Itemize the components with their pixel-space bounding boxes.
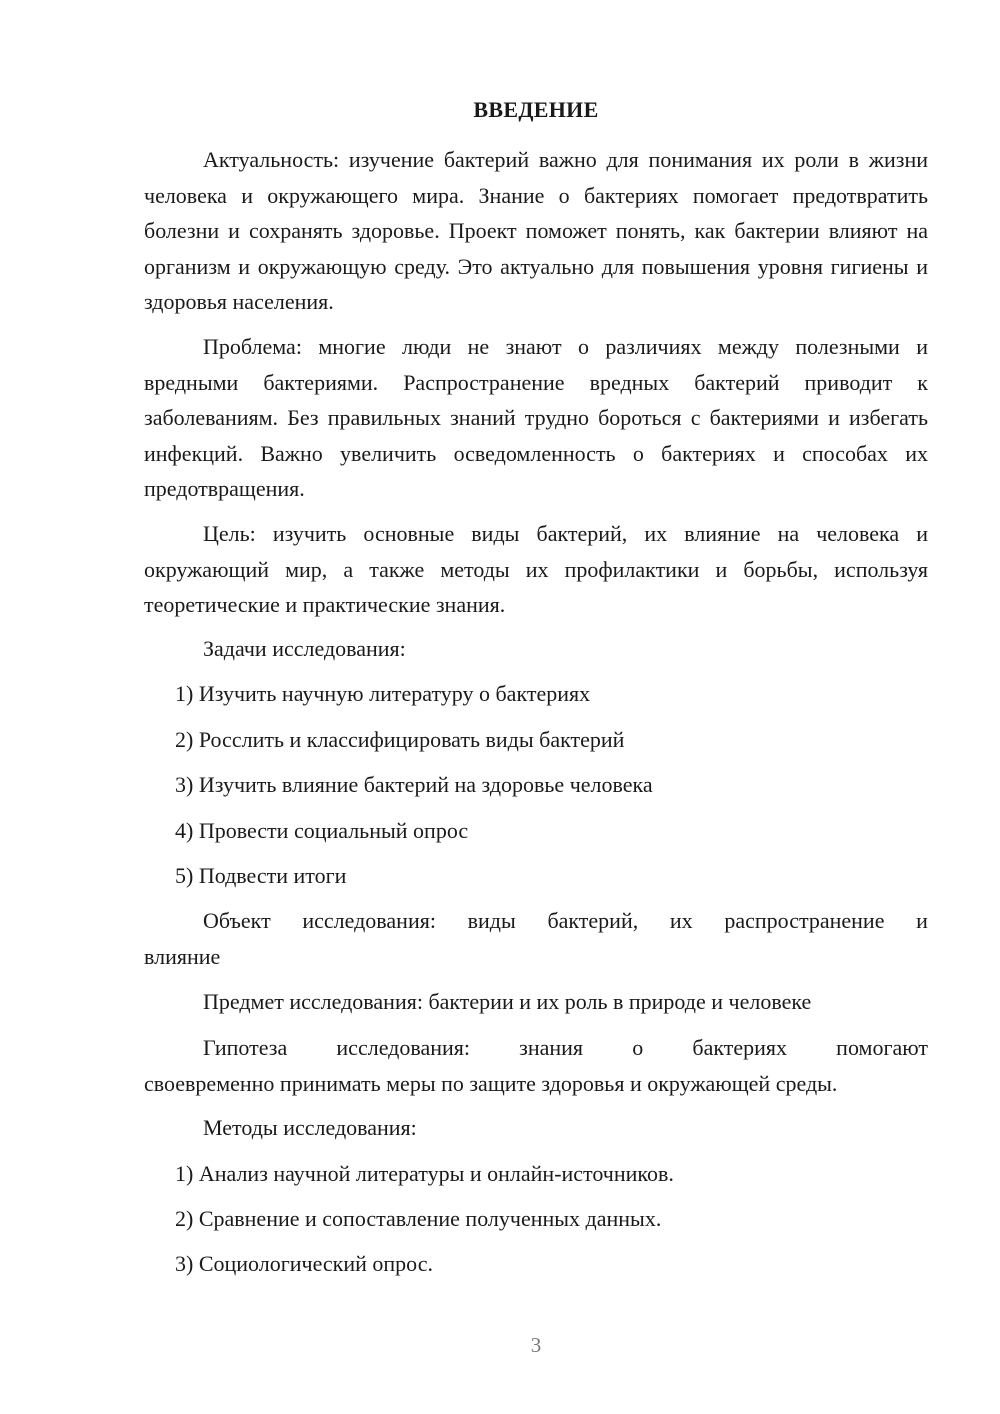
hypothesis-paragraph	[144, 1030, 928, 1101]
task-item: 5) Подвести итоги	[175, 863, 347, 888]
object-continuation: влияние	[144, 943, 221, 969]
section-heading: ВВЕДЕНИЕ	[473, 97, 599, 122]
hypothesis-word: знания	[519, 1035, 584, 1060]
method-item: 3) Социологический опрос.	[175, 1251, 433, 1276]
hypothesis-word: Гипотеза	[203, 1035, 288, 1060]
object-paragraph	[144, 903, 928, 974]
hypothesis-word: исследования:	[336, 1035, 470, 1060]
tasks-label: Задачи исследования:	[203, 636, 406, 661]
task-item: 1) Изучить научную литературу о бактериях	[175, 681, 591, 706]
object-word: и	[916, 908, 928, 933]
object-word: распространение	[724, 908, 885, 933]
task-item: 3) Изучить влияние бактерий на здоровье человека	[175, 772, 653, 797]
goal-paragraph: Цель: изучить основные виды бактерий, их влияние на человека и окружающий мир, а также методы их профилактики и борьбы, используя теоретические и практические знания.	[144, 521, 928, 617]
methods-label: Методы исследования:	[203, 1115, 417, 1140]
method-item: 1) Анализ научной литературы и онлайн-источников.	[175, 1161, 674, 1186]
hypothesis-word: о	[632, 1035, 644, 1060]
problem-paragraph: Проблема: многие люди не знают о различиях между полезными и вредными бактериями. Распространение вредных бактерий приводит к заболеваниям. Без правильных знаний трудно бороться с бактериями и избегать инфекций. Важно увеличить осведомленность о бактериях и способах их предотвращения.	[144, 334, 928, 501]
subject-paragraph: Предмет исследования: бактерии и их роль в природе и человеке	[203, 989, 812, 1014]
hypothesis-word: помогают	[836, 1035, 928, 1060]
method-item: 2) Сравнение и сопоставление полученных данных.	[175, 1206, 662, 1231]
object-word: виды	[467, 908, 516, 933]
hypothesis-continuation: своевременно принимать меры по защите здоровья и окружающей среды.	[144, 1070, 838, 1096]
object-word: бактерий,	[547, 908, 639, 933]
task-item: 4) Провести социальный опрос	[175, 818, 469, 843]
object-word: Объект	[203, 908, 271, 933]
relevance-paragraph: Актуальность: изучение бактерий важно для понимания их роли в жизни человека и окружающего мира. Знание о бактериях помогает предотвратить болезни и сохранять здоровье. Проект поможет понять, как бактерии влияют на организм и окружающую среду. Это актуально для повышения уровня гигиены и здоровья населения.	[144, 147, 928, 314]
hypothesis-word: бактериях	[692, 1035, 788, 1060]
task-item: 2) Росслить и классифицировать виды бактерий	[175, 727, 625, 752]
object-word: их	[669, 908, 693, 933]
object-word: исследования:	[302, 908, 436, 933]
page-number: 3	[530, 1333, 542, 1357]
